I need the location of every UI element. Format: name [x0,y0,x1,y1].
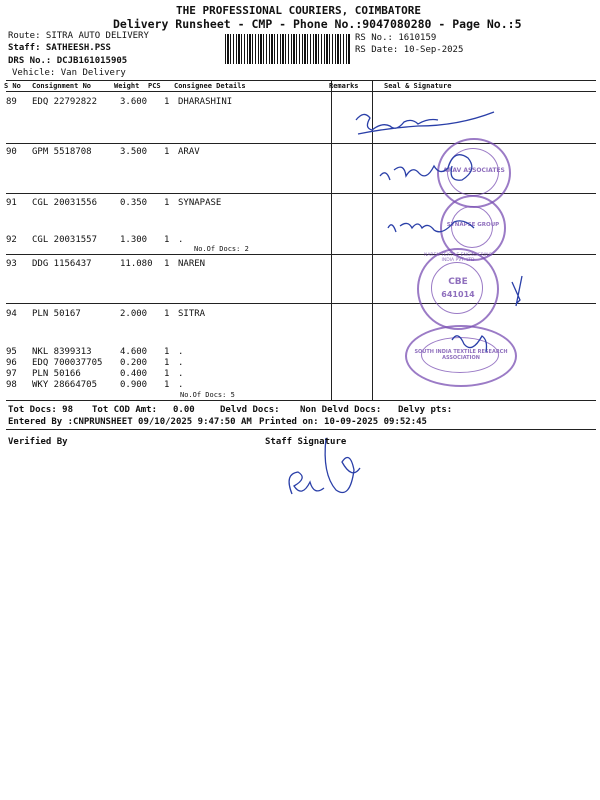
footer-rule [6,429,596,430]
handwritten-sig-arav [384,170,388,171]
table-row-weight: 0.900 [120,380,148,390]
col-weight: Weight [114,82,140,90]
route: Route: SITRA AUTO DELIVERY [8,31,149,41]
table-row-weight: 11.080 [120,259,153,269]
table-row-weight: 4.600 [120,347,148,357]
docs-count-note: No.Of Docs: 5 [180,391,235,399]
table-row-consignment: PLN 50167 [32,309,81,319]
table-row-consignment: GPM 5518708 [32,147,92,157]
table-row-weight: 0.350 [120,198,148,208]
tot-cod-label: Tot COD Amt: [92,405,158,415]
docs-count-note: No.Of Docs: 2 [194,245,249,253]
table-row-consignee: . [178,347,184,357]
rs-number: RS No.: 1610159 [355,33,437,43]
col-seal: Seal & Signature [384,82,452,90]
drs-number: DRS No.: DCJB161015905 [8,56,128,66]
table-row-weight: 1.300 [120,235,148,245]
table-row-sno: 91 [6,198,17,208]
table-row-consignee: ARAV [178,147,200,157]
table-row-consignee: . [178,380,184,390]
table-row-weight: 0.400 [120,369,148,379]
table-row-consignee: SYNAPASE [178,198,222,208]
table-row-pcs: 1 [164,259,170,269]
non-delvd-docs: Non Delvd Docs: [300,405,382,415]
table-row-pcs: 1 [164,147,170,157]
table-row-pcs: 1 [164,358,170,368]
rs-date: RS Date: 10-Sep-2025 [355,45,464,55]
stamp-text-synapse: SYNAPSE GROUP [446,222,500,228]
stamp-text-cbe: CBE [448,277,468,287]
table-row-sno: 98 [6,380,17,390]
entered-by: Entered By :CNPRUNSHEET 09/10/2025 9:47:50 AM [8,417,252,427]
stamp-text-pincode: 641014 [441,290,475,299]
table-row-sno: 89 [6,97,17,107]
table-row-weight: 0.200 [120,358,148,368]
table-row-consignment: EDQ 22792822 [32,97,98,107]
staff: Staff: SATHEESH.PSS [8,43,111,53]
table-row-consignment: PLN 50166 [32,369,81,379]
table-row-pcs: 1 [164,347,170,357]
runsheet-title: Delivery Runsheet - CMP - Phone No.:9047080280 - Page No.:5 [113,17,522,31]
table-row-sno: 96 [6,358,17,368]
table-row-consignee: . [178,235,184,245]
table-row-pcs: 1 [164,235,170,245]
col-consignee: Consignee Details [174,82,246,90]
table-row-weight: 2.000 [120,309,148,319]
tot-cod-value: 0.00 [173,405,195,415]
table-row-pcs: 1 [164,198,170,208]
col-sno: S No [4,82,21,90]
stamp-text-naren-ring: NAREN TEXTILE ENGINEERING INDIA PVT. LTD [423,253,493,263]
col-consignment: Consignment No [32,82,92,90]
company-name: THE PROFESSIONAL COURIERS, COIMBATORE [176,4,422,17]
staff-signature-scrawl [290,480,292,481]
table-row-consignee: . [178,358,184,368]
stamp-text-arav: ARAV ASSOCIATES [443,167,505,174]
handwritten-sig-synapse [388,222,394,223]
table-row-consignment: NKL 8399313 [32,347,92,357]
table-row-sno: 95 [6,347,17,357]
printed-on: Printed on: 10-09-2025 09:52:45 [259,417,427,427]
delvy-pts: Delvy pts: [398,405,453,415]
table-row-consignment: DDG 1156437 [32,259,92,269]
table-row-sno: 92 [6,235,17,245]
table-row-pcs: 1 [164,369,170,379]
table-row-pcs: 1 [164,380,170,390]
table-row-weight: 3.600 [120,97,148,107]
col-remarks: Remarks [329,82,359,90]
table-row-weight: 3.500 [120,147,148,157]
table-row-pcs: 1 [164,97,170,107]
table-row-consignee: DHARASHINI [178,97,233,107]
table-row-consignee: SITRA [178,309,206,319]
delvd-docs: Delvd Docs: [220,405,280,415]
table-row-sno: 93 [6,259,17,269]
table-row-sno: 90 [6,147,17,157]
table-row-consignment: EDQ 700037705 [32,358,103,368]
handwritten-sig-dharshini [362,112,374,113]
table-row-pcs: 1 [164,309,170,319]
col-pcs: PCS [148,82,161,90]
table-row-consignee: . [178,369,184,379]
vehicle: Vehicle: Van Delivery [12,68,126,78]
table-row-consignment: CGL 20031557 [32,235,98,245]
table-row-consignment: WKY 28664705 [32,380,98,390]
tot-docs: Tot Docs: 98 [8,405,74,415]
table-row-consignment: CGL 20031556 [32,198,98,208]
staff-signature: Staff Signature [265,437,347,447]
table-row-sno: 97 [6,369,17,379]
stamp-text-south-india: SOUTH INDIA TEXTILE RESEARCH ASSOCIATION [414,349,508,361]
table-row-sno: 94 [6,309,17,319]
table-row-consignee: NAREN [178,259,206,269]
verified-by: Verified By [8,437,68,447]
